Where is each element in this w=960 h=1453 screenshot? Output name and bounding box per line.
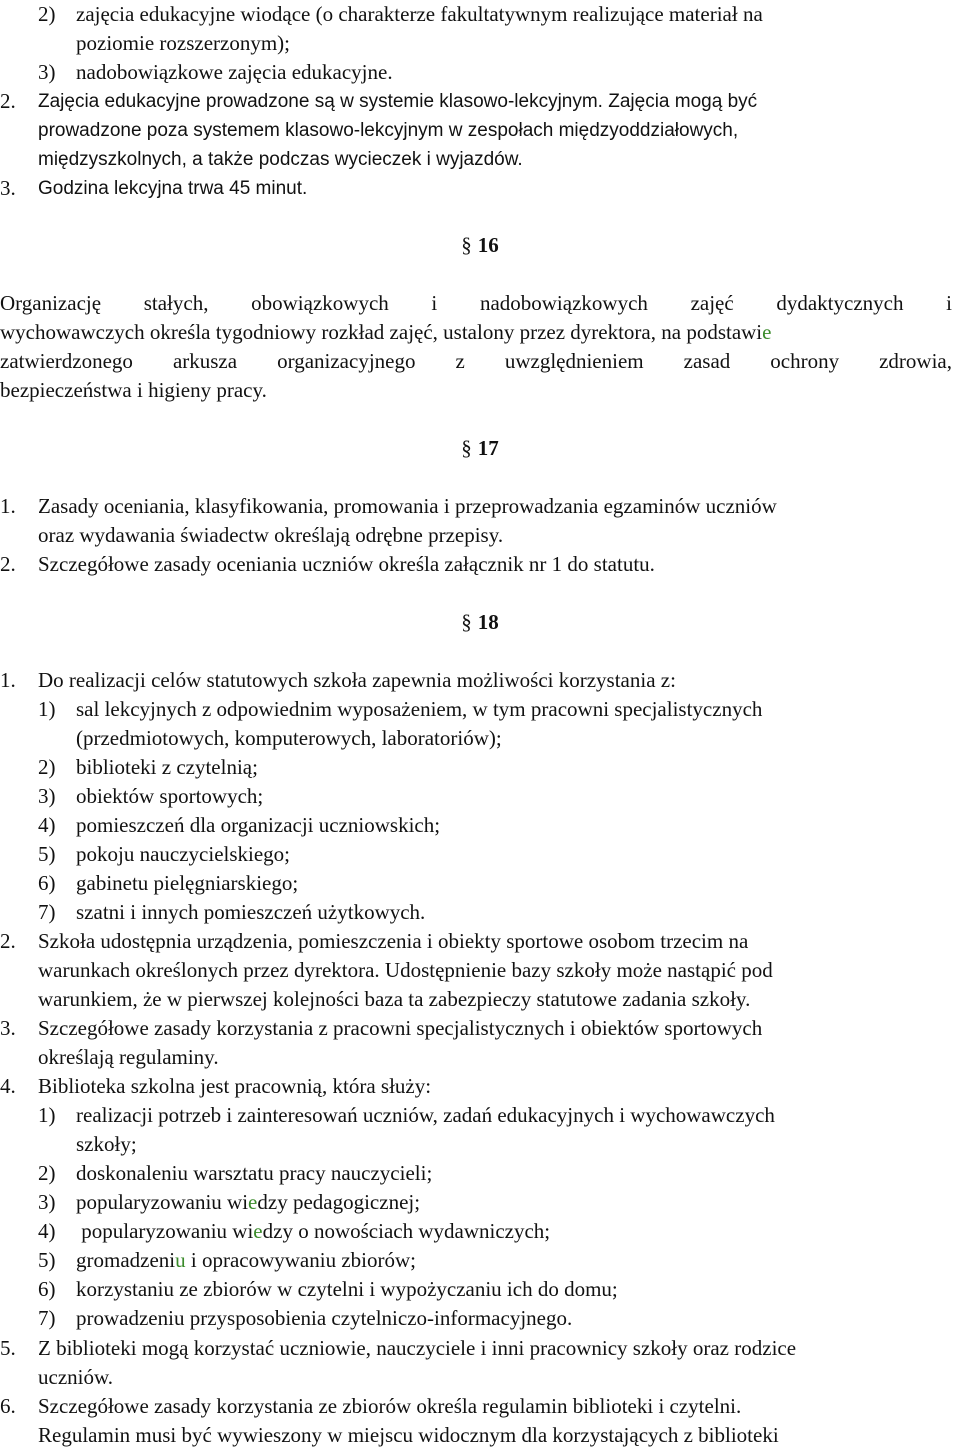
highlighted-letter: e <box>248 1190 258 1214</box>
list-text: pomieszczeń dla organizacji uczniowskich; <box>76 813 441 837</box>
text-part: i opracowywaniu zbiorów; <box>185 1248 416 1272</box>
list-number: 6) <box>38 871 56 895</box>
list-item <box>0 1130 952 1159</box>
list-item: 4. Biblioteka szkolna jest pracownią, która służy: <box>0 1074 432 1098</box>
list-text: korzystaniu ze zbiorów w czytelni i wypożyczaniu ich do domu; <box>76 1277 618 1301</box>
list-number: 6) <box>38 1277 56 1301</box>
list-item <box>0 1188 952 1217</box>
paragraph-line: bezpieczeństwa i higieny pracy. <box>0 378 267 402</box>
list-item: 1. Zasady oceniania, klasyfikowania, promowania i przeprowadzania egzaminów uczniów <box>0 494 777 518</box>
list-text: pokoju nauczycielskiego; <box>76 842 291 866</box>
list-item: 2. Zajęcia edukacyjne prowadzone są w systemie klasowo-lekcyjnym. Zajęcia mogą być <box>0 89 758 113</box>
list-text: szatni i innych pomieszczeń użytkowych. <box>76 900 426 924</box>
list-item <box>0 782 952 811</box>
text-part: gromadzeni <box>76 1248 176 1272</box>
list-item <box>0 1304 952 1333</box>
list-number: 4) <box>38 1219 56 1243</box>
paragraph-line: zatwierdzonego arkusza organizacyjnego z uwzględnieniem zasad ochrony zdrowia, <box>0 349 952 373</box>
list-item <box>0 724 952 753</box>
list-text: realizacji potrzeb i zainteresowań uczniów, zadań edukacyjnych i wychowawczych <box>76 1103 775 1127</box>
section-heading-18: § 18 <box>461 610 499 634</box>
list-item <box>0 1217 952 1246</box>
list-item: 3. Szczegółowe zasady korzystania z pracowni specjalistycznych i obiektów sportowych <box>0 1016 763 1040</box>
list-number: 1) <box>38 697 56 721</box>
list-text <box>76 1217 550 1246</box>
highlighted-letter: e <box>253 1219 263 1243</box>
list-text: doskonaleniu warsztatu pracy nauczycieli; <box>76 1161 433 1185</box>
list-number: 3) <box>38 1190 56 1214</box>
list-item <box>0 898 952 927</box>
list-text: obiektów sportowych; <box>76 784 264 808</box>
list-text: szkoły; <box>76 1132 137 1156</box>
list-item: prowadzone poza systemem klasowo-lekcyjnym w zespołach międzyoddziałowych, <box>38 120 739 141</box>
highlighted-letter: u <box>175 1248 186 1272</box>
list-number: 1) <box>38 1103 56 1127</box>
section-heading-16: § 16 <box>461 233 499 257</box>
list-item: międzyszkolnych, a także podczas wycieczek i wyjazdów. <box>38 149 523 170</box>
text-part: dzy pedagogicznej; <box>257 1190 421 1214</box>
text-part: dzy o nowościach wydawniczych; <box>262 1219 551 1243</box>
list-item <box>0 811 952 840</box>
list-item: uczniów. <box>38 1365 114 1389</box>
list-item: 2. Szkoła udostępnia urządzenia, pomieszczenia i obiekty sportowe osobom trzecim na <box>0 929 749 953</box>
list-text: (przedmiotowych, komputerowych, laboratoriów); <box>76 726 502 750</box>
list-text <box>76 1188 420 1217</box>
list-number: 2) <box>38 1161 56 1185</box>
list-item: poziomie rozszerzonym); <box>76 31 290 55</box>
list-item: warunkiem, że w pierwszej kolejności baza ta zabezpieczy statutowe zadania szkoły. <box>38 987 751 1011</box>
list-text: gabinetu pielęgniarskiego; <box>76 871 299 895</box>
text-part: popularyzowaniu wi <box>76 1219 254 1243</box>
list-item: 3. Godzina lekcyjna trwa 45 minut. <box>0 176 308 200</box>
list-number: 4) <box>38 813 56 837</box>
list-text: sal lekcyjnych z odpowiednim wyposażeniem, w tym pracowni specjalistycznych <box>76 697 763 721</box>
list-number: 7) <box>38 900 56 924</box>
paragraph-line: Organizację stałych, obowiązkowych i nadobowiązkowych zajęć dydaktycznych i <box>0 291 952 315</box>
list-item: 2) zajęcia edukacyjne wiodące (o charakterze fakultatywnym realizujące materiał na <box>38 2 763 26</box>
list-item <box>0 753 952 782</box>
list-item: 6. Szczegółowe zasady korzystania ze zbiorów określa regulamin biblioteki i czytelni. <box>0 1394 742 1418</box>
list-item <box>0 869 952 898</box>
list-text: biblioteki z czytelnią; <box>76 755 258 779</box>
list-number: 5) <box>38 1248 56 1272</box>
paragraph-line: wychowawczych określa tygodniowy rozkład zajęć, ustalony przez dyrektora, na podstawie <box>0 320 772 344</box>
section-heading-17: § 17 <box>461 436 499 460</box>
list-item <box>0 1101 952 1130</box>
list-item: 5. Z biblioteki mogą korzystać uczniowie, nauczyciele i inni pracownicy szkoły oraz rodzice <box>0 1336 797 1360</box>
text-part: popularyzowaniu wi <box>76 1190 249 1214</box>
list-number: 2) <box>38 755 56 779</box>
list-item <box>0 1159 952 1188</box>
list-item <box>0 840 952 869</box>
list-number: 3) <box>38 784 56 808</box>
list-number: 5) <box>38 842 56 866</box>
list-item <box>0 1275 952 1304</box>
list-item <box>0 1246 952 1275</box>
list-item: oraz wydawania świadectw określają odrębne przepisy. <box>38 523 504 547</box>
list-item: 3) nadobowiązkowe zajęcia edukacyjne. <box>38 60 393 84</box>
list-text: prowadzeniu przysposobienia czytelniczo-informacyjnego. <box>76 1306 573 1330</box>
list-item: określają regulaminy. <box>38 1045 219 1069</box>
list-item <box>0 695 952 724</box>
list-number: 7) <box>38 1306 56 1330</box>
list-item: Regulamin musi być wywieszony w miejscu widocznym dla korzystających z biblioteki <box>38 1423 779 1447</box>
list-item: warunkach określonych przez dyrektora. Udostępnienie bazy szkoły może nastąpić pod <box>38 958 773 982</box>
list-item: 2. Szczegółowe zasady oceniania uczniów określa załącznik nr 1 do statutu. <box>0 552 655 576</box>
list-text <box>76 1246 416 1275</box>
list-item: 1. Do realizacji celów statutowych szkoła zapewnia możliwości korzystania z: <box>0 668 676 692</box>
